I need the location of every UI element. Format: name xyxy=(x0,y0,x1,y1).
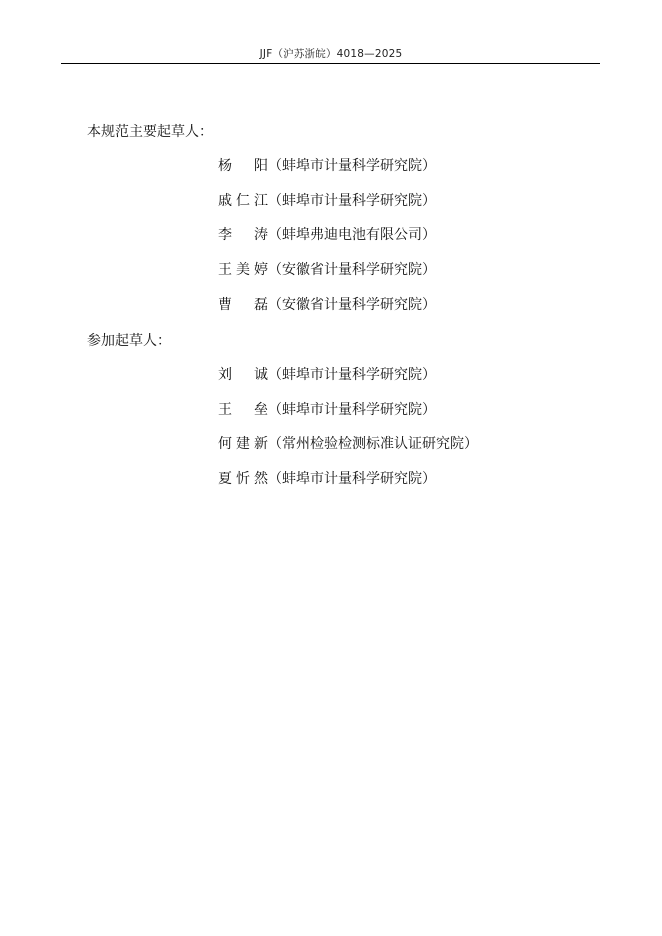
drafter-entry xyxy=(218,434,478,469)
drafter-organization: （安徽省计量科学研究院） xyxy=(268,262,436,279)
drafter-name: 王美婷 xyxy=(218,262,268,279)
header-divider xyxy=(61,63,600,64)
main-drafters-list xyxy=(218,156,436,329)
drafter-name: 戚仁江 xyxy=(218,192,268,209)
drafter-organization: （常州检验检测标准认证研究院） xyxy=(268,436,478,453)
drafter-entry xyxy=(218,365,478,400)
drafter-entry xyxy=(218,156,436,191)
drafter-organization: （蚌埠市计量科学研究院） xyxy=(268,367,436,383)
main-drafters-heading: 本规范主要起草人： xyxy=(87,124,213,140)
drafter-entry xyxy=(218,191,436,226)
drafter-entry xyxy=(218,225,436,260)
participating-drafters-list xyxy=(218,365,478,504)
drafter-organization: （蚌埠市计量科学研究院） xyxy=(268,471,436,488)
drafter-entry xyxy=(218,295,436,330)
drafter-organization: （蚌埠市计量科学研究院） xyxy=(268,401,436,418)
drafter-entry xyxy=(218,400,478,435)
page-header-standard-code: JJF（沪苏浙皖）4018—2025 xyxy=(259,48,403,60)
drafter-name: 王垒 xyxy=(218,401,268,418)
drafter-organization: （蚌埠市计量科学研究院） xyxy=(268,192,436,209)
drafter-name: 何建新 xyxy=(218,436,268,453)
drafter-organization: （蚌埠市计量科学研究院） xyxy=(268,158,436,174)
drafter-name: 李涛 xyxy=(218,227,268,244)
drafter-name: 刘诚 xyxy=(218,367,268,383)
drafter-name: 杨阳 xyxy=(218,158,268,174)
drafter-entry xyxy=(218,469,478,504)
participating-drafters-heading: 参加起草人： xyxy=(87,333,171,349)
drafter-name: 夏忻然 xyxy=(218,471,268,488)
drafter-organization: （蚌埠弗迪电池有限公司） xyxy=(268,227,436,244)
drafter-name: 曹磊 xyxy=(218,296,268,313)
drafter-entry xyxy=(218,260,436,295)
drafter-organization: （安徽省计量科学研究院） xyxy=(268,296,436,313)
